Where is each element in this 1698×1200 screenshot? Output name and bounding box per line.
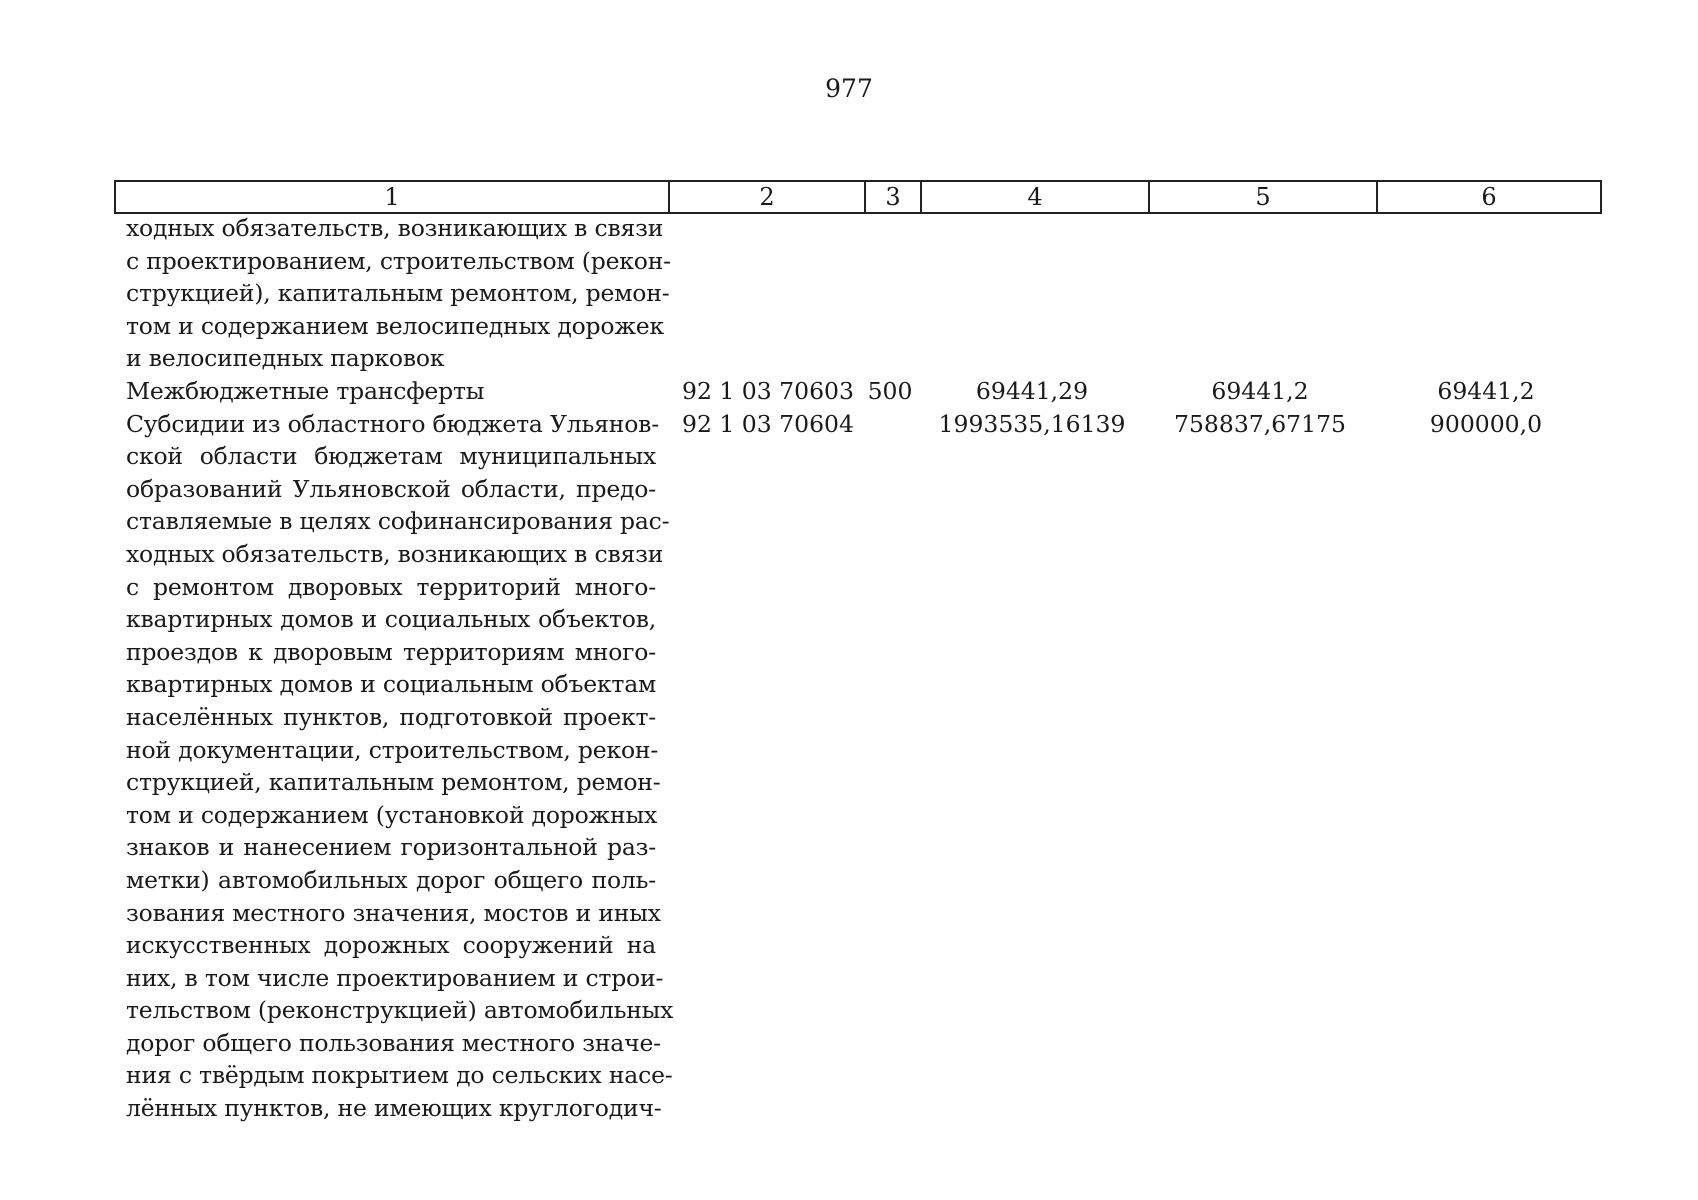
description-line: и велосипедных парковок xyxy=(126,344,445,373)
description-line: Межбюджетные трансферты xyxy=(126,377,485,405)
amount-col5-cell: 758837,67175 xyxy=(1174,409,1346,438)
column-header-2: 2 xyxy=(669,181,865,213)
description-line: том и содержанием велосипедных дорожек xyxy=(126,311,664,340)
table-row xyxy=(0,212,1698,375)
description-line: населённых пунктов, подготовкой проект- xyxy=(126,702,656,731)
description-line: ной документации, строительством, рекон- xyxy=(126,735,659,764)
row-description xyxy=(126,375,656,408)
description-line: тельством (реконструкцией) автомобильных xyxy=(126,996,674,1025)
column-header-5: 5 xyxy=(1149,181,1377,213)
description-line: ставляемые в целях софинансирования рас- xyxy=(126,507,670,536)
budget-code-cell: 92 1 03 70604 xyxy=(682,409,854,438)
description-line: струкцией, капитальным ремонтом, ремон- xyxy=(126,768,661,797)
description-line: них, в том числе проектированием и строи- xyxy=(126,963,664,992)
description-line: ходных обязательств, возникающих в связи xyxy=(126,539,664,568)
column-header-3: 3 xyxy=(865,181,921,213)
amount-col6-cell: 900000,0 xyxy=(1429,409,1543,438)
description-line: зования местного значения, мостов и иных xyxy=(126,898,661,927)
table-row xyxy=(0,375,1698,408)
expense-type-cell: 500 xyxy=(867,377,913,405)
description-line: струкцией), капитальным ремонтом, ремон- xyxy=(126,279,670,308)
description-line: образований Ульяновской области, предо- xyxy=(126,474,656,503)
description-line: знаков и нанесением горизонтальной раз- xyxy=(126,833,656,862)
column-header-row xyxy=(115,181,1601,213)
description-line: ходных обязательств, возникающих в связи xyxy=(126,214,664,242)
amount-col6-cell: 69441,2 xyxy=(1437,377,1535,405)
row-description xyxy=(126,408,674,1125)
column-header-6: 6 xyxy=(1377,181,1601,213)
description-line: искусственных дорожных сооружений на xyxy=(126,931,656,960)
description-line: с проектированием, строительством (рекон- xyxy=(126,246,671,275)
page-number: 977 xyxy=(825,74,873,103)
row-description xyxy=(126,212,671,375)
budget-code-cell: 92 1 03 70603 xyxy=(682,377,854,405)
amount-col4-cell: 69441,29 xyxy=(975,377,1089,405)
description-line: ния с твёрдым покрытием до сельских насе- xyxy=(126,1061,673,1090)
description-line: проездов к дворовым территориям много- xyxy=(126,637,656,666)
description-line: квартирных домов и социальным объектам xyxy=(126,670,657,699)
description-line: метки) автомобильных дорог общего поль- xyxy=(126,865,656,894)
column-header-table xyxy=(114,180,1602,214)
column-header-1: 1 xyxy=(115,181,669,213)
column-header-4: 4 xyxy=(921,181,1149,213)
description-line: ской области бюджетам муниципальных xyxy=(126,442,656,471)
description-line: лённых пунктов, не имеющих круглогодич- xyxy=(126,1094,662,1123)
description-line: дорог общего пользования местного значе- xyxy=(126,1028,661,1057)
description-line: том и содержанием (установкой дорожных xyxy=(126,800,657,829)
description-line: Субсидии из областного бюджета Ульянов- xyxy=(126,409,659,438)
description-line: с ремонтом дворовых территорий много- xyxy=(126,572,656,601)
amount-col5-cell: 69441,2 xyxy=(1211,377,1309,405)
table-row xyxy=(0,408,1698,1125)
amount-col4-cell: 1993535,16139 xyxy=(938,409,1126,438)
description-line: квартирных домов и социальных объектов, xyxy=(126,605,656,634)
